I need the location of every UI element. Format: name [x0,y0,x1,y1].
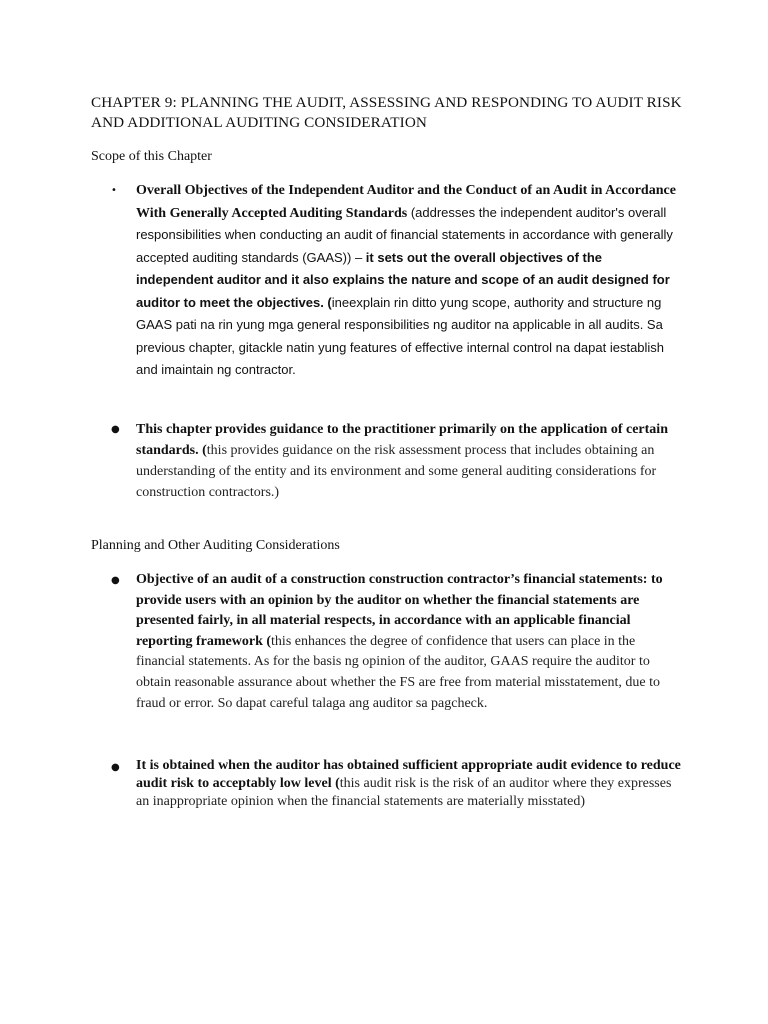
section-heading-planning: Planning and Other Auditing Considerations [91,538,340,553]
bold-text: It is obtained when the auditor has obtained sufficient appropriate audit evidence to reduce audit risk to acceptably low level ( [136,758,681,791]
list-item [111,419,681,503]
body-text: this enhances the degree of confidence that users can place in the financial statements. As for the basis ng opinion of the auditor, GAAS require the auditor to obtain reasonable assurance about whether the FS are free from material misstatement, due to fraud or error. So dapat careful talaga ang auditor sa pagcheck. [136,633,661,711]
bold-text: This chapter provides guidance to the practitioner primarily on the application of certain standards. ( [136,422,668,458]
list-item [111,570,681,714]
list-item [111,757,681,811]
body-text: (addresses the independent auditor's overall responsibilities when conducting an audit of financial statements in accordance with generally accepted auditing standards (GAAS)) – [136,204,673,265]
bullet-icon: • [111,185,117,196]
body-text: this audit risk is the risk of an auditor where they expresses an inappropriate opinion when the financial statements are materially misstated) [136,776,672,809]
bullet-icon: ● [111,424,120,435]
bullet-icon: ● [111,575,120,586]
body-text: this provides guidance on the risk assessment process that includes obtaining an understanding of the entity and its environment and some general auditing considerations for construction contractors.) [136,443,657,500]
bold-text: it sets out the overall objectives of the independent auditor and it also explains the nature and scope of an audit designed for auditor to meet the objectives. ( [136,249,670,310]
body-text: ineexplain rin ditto yung scope, authority and structure ng GAAS pati na rin yung mga general responsibilities ng auditor na applicable in all audits. Sa previous chapter, gitackle natin yung features of effective internal control na dapat iestablish and imaintain ng contractor. [136,294,665,377]
bold-text: Overall Objectives of the Independent Auditor and the Conduct of an Audit in Accordance With Generally Accepted Auditing Standards [136,183,676,221]
chapter-title: CHAPTER 9: PLANNING THE AUDIT, ASSESSING AND RESPONDING TO AUDIT RISK AND ADDITIONAL AUDITING CONSIDERATION [91,94,682,131]
list-item [111,180,681,382]
bullet-icon: ● [111,762,120,773]
bold-text: Objective of an audit of a construction construction contractor’s financial statements: to provide users with an opinion by the auditor on whether the financial statements are presented fairly, in all material respects, in accordance with an applicable financial reporting framework ( [136,572,663,649]
section-heading-scope: Scope of this Chapter [91,149,212,164]
